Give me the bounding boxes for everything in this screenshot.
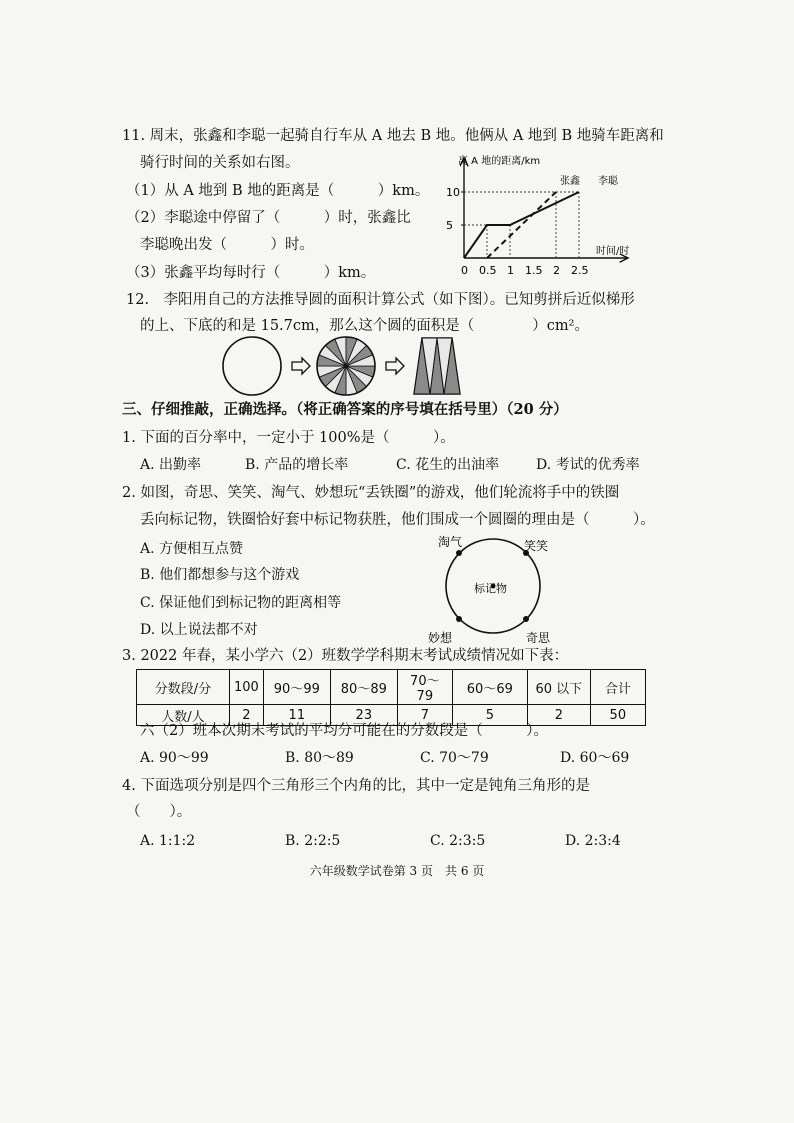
table-cell: 2 — [527, 705, 590, 726]
table-cell: 5 — [452, 705, 527, 726]
s3-stem: 3. 2022 年春，某小学六（2）班数学学科期末考试成绩情况如下表： — [122, 648, 569, 664]
table-cell: 分数段/分 — [137, 670, 230, 705]
player-dot — [456, 550, 462, 556]
label-miaoxiang: 妙想 — [428, 631, 453, 644]
y-tick-label: 10 — [446, 186, 460, 199]
q11-part2b: 李聪晚出发（ ）时。 — [140, 237, 314, 253]
page-footer: 六年级数学试卷第 3 页 共 6 页 — [309, 864, 485, 878]
x-tick-label: 2 — [553, 264, 560, 277]
q12-line1: 12. 李阳用自己的方法推导圆的面积计算公式（如下图）。已知剪拼后近似梯形 — [126, 292, 635, 308]
s1-option-a[interactable]: A. 出勤率 — [140, 457, 202, 473]
label-taoqi: 淘气 — [438, 535, 463, 549]
table-cell: 90～99 — [263, 670, 330, 705]
arrow-icon — [386, 358, 404, 374]
section3-title: 三、仔细推敲，正确选择。（将正确答案的序号填在括号里）（20 分） — [122, 401, 568, 418]
x-tick-label: 1.5 — [525, 264, 543, 277]
s3-option-c[interactable]: C. 70～79 — [420, 750, 489, 766]
x-tick-label: 0.5 — [479, 264, 497, 277]
q11-part2: （2）李聪途中停留了（ ）时，张鑫比 — [126, 210, 411, 226]
ring-toss-figure — [426, 532, 556, 644]
s2-option-c[interactable]: C. 保证他们到标记物的距离相等 — [140, 595, 342, 611]
distance-time-graph — [440, 150, 640, 280]
s2-option-a[interactable]: A. 方便相互点赞 — [140, 541, 244, 557]
legend-zhang: 张鑫 — [560, 176, 580, 187]
circle-cut-figure — [218, 334, 480, 400]
table-cell: 2 — [230, 705, 264, 726]
table-cell: 合计 — [590, 670, 645, 705]
x-tick-label: 0 — [461, 264, 468, 277]
table-cell: 23 — [330, 705, 397, 726]
x-tick-label: 2.5 — [571, 264, 589, 277]
s2-option-d[interactable]: D. 以上说法都不对 — [140, 622, 258, 638]
x-tick-label: 1 — [507, 264, 514, 277]
s4-option-d[interactable]: D. 2:3:4 — [565, 833, 621, 849]
s3-option-d[interactable]: D. 60～69 — [560, 750, 630, 766]
label-qisi: 奇思 — [526, 631, 551, 644]
sector-circle — [317, 337, 375, 395]
table-cell: 70～79 — [397, 670, 452, 705]
s2-line1: 2. 如图，奇思、笑笑、淘气、妙想玩“丢铁圈”的游戏，他们轮流将手中的铁圈 — [122, 485, 620, 501]
trapezoid-arrangement — [414, 338, 460, 394]
s2-line2: 丢向标记物，铁圈恰好套中标记物获胜，他们围成一个圆圈的理由是（ ）。 — [140, 512, 655, 528]
x-axis-label: 时间/时 — [596, 246, 630, 257]
table-cell: 11 — [263, 705, 330, 726]
plain-circle — [223, 337, 281, 395]
player-dot — [456, 616, 462, 622]
label-marker: 标记物 — [474, 582, 507, 595]
q11-part3: （3）张鑫平均每时行（ ）km。 — [126, 265, 376, 281]
s3-option-a[interactable]: A. 90～99 — [140, 750, 209, 766]
score-table — [136, 669, 646, 726]
s3-question: 六（2）班本次期末考试的平均分可能在的分数段是（ ）。 — [140, 723, 548, 739]
table-cell: 60 以下 — [527, 670, 590, 705]
table-cell: 7 — [397, 705, 452, 726]
table-cell: 人数/人 — [137, 705, 230, 726]
q11-line1: 11. 周末，张鑫和李聪一起骑自行车从 A 地去 B 地。他俩从 A 地到 B 地骑车距离和 — [122, 128, 664, 144]
player-dot — [523, 616, 529, 622]
table-cell: 80～89 — [330, 670, 397, 705]
s1-option-d[interactable]: D. 考试的优秀率 — [536, 457, 640, 473]
s4-line1: 4. 下面选项分别是四个三角形三个内角的比，其中一定是钝角三角形的是 — [122, 778, 590, 794]
table-cell: 100 — [230, 670, 264, 705]
q11-part1: （1）从 A 地到 B 地的距离是（ ）km。 — [126, 183, 430, 199]
q12-line2: 的上、下底的和是 15.7cm，那么这个圆的面积是（ ）cm²。 — [140, 318, 589, 334]
s3-option-b[interactable]: B. 80～89 — [285, 750, 354, 766]
s4-option-b[interactable]: B. 2:2:5 — [285, 833, 341, 849]
table-cell: 60～69 — [452, 670, 527, 705]
table-header-row — [137, 670, 646, 705]
legend-li: 李聪 — [598, 176, 618, 187]
s4-option-a[interactable]: A. 1:1:2 — [140, 833, 196, 849]
table-cell: 50 — [590, 705, 645, 726]
label-xiaoxiao: 笑笑 — [524, 539, 549, 553]
y-tick-label: 5 — [446, 219, 453, 232]
s4-option-c[interactable]: C. 2:3:5 — [430, 833, 486, 849]
y-axis-label: 离 A 地的距离/km — [458, 156, 541, 167]
q11-line2: 骑行时间的关系如右图。 — [140, 155, 300, 171]
s4-line2: （ ）。 — [126, 804, 192, 820]
s2-option-b[interactable]: B. 他们都想参与这个游戏 — [140, 567, 300, 583]
s1-option-b[interactable]: B. 产品的增长率 — [245, 457, 349, 473]
s1-stem: 1. 下面的百分率中，一定小于 100%是（ ）。 — [122, 430, 455, 446]
s1-option-c[interactable]: C. 花生的出油率 — [396, 457, 500, 473]
arrow-icon — [292, 358, 310, 374]
